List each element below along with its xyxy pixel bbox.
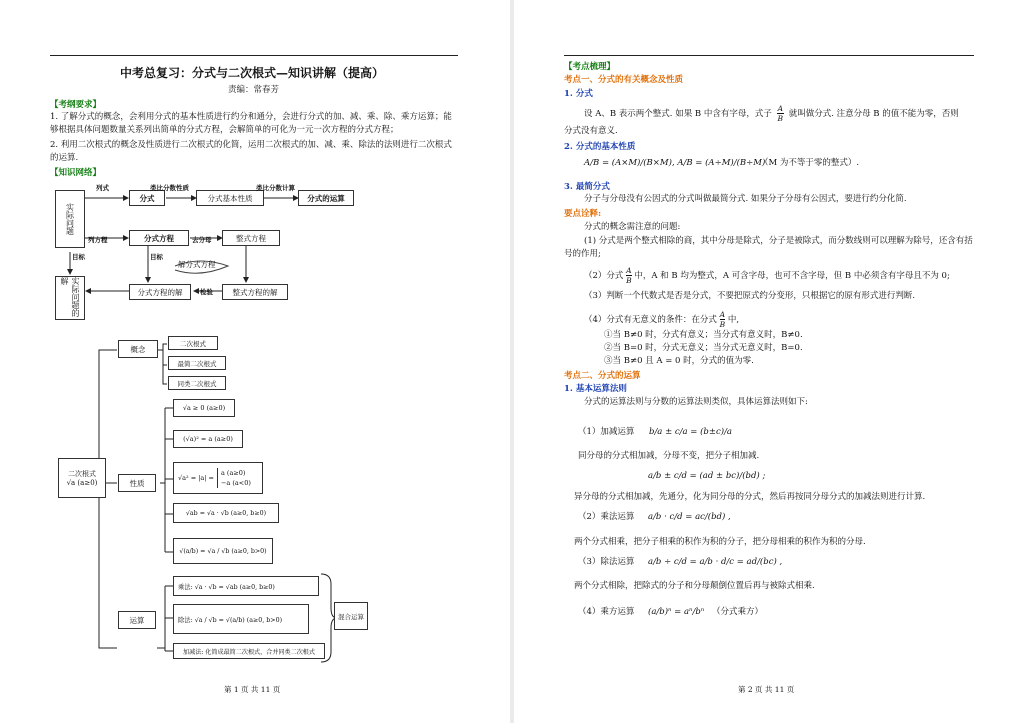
label-goal-1: 目标 [72, 253, 85, 261]
editor-line: 责编：常春芳 [228, 85, 280, 95]
label-remove-denominator: 去分母 [192, 236, 212, 244]
header-rule [564, 55, 974, 56]
section-requirements: 【考纲要求】 [50, 100, 102, 110]
operation-box: 分式的运算 [298, 190, 354, 206]
integral-equation-box: 整式方程 [222, 230, 280, 246]
nature-box: 性质 [118, 474, 156, 492]
fraction-equation-box: 分式方程 [129, 230, 189, 246]
simplest-fraction-text: 分子与分母没有公因式的分式叫做最简分式. 如果分子分母有公因式，要进行约分化简. [584, 194, 907, 204]
divide-formula: a/b ÷ c/d = a/b · d/c = ad/(bc) , [648, 557, 783, 567]
real-problem-box: 实际问题 [55, 190, 85, 248]
property-5-box: √(a/b) = √a / √b (a≥0, b>0) [173, 538, 273, 564]
condition-1: ①当 B≠0 时，分式有意义；当分式有意义时，B≠0. [604, 330, 803, 340]
multiply-formula: a/b · c/d = ac/(bd) , [648, 512, 731, 522]
note-3: （3）判断一个代数式是否是分式，不要把原式约分变形，只根据它的原有形式进行判断. [584, 291, 916, 301]
power-label: （4）乘方运算 [578, 607, 635, 617]
fraction-box: 分式 [129, 190, 165, 206]
property-3-box: √a² = |a| = a (a≥0) −a (a<0) [173, 462, 263, 494]
label-list-equation: 列方程 [88, 236, 108, 244]
add-formula-different-denominator: a/b ± c/d = (ad ± bc)/(bd) ; [648, 471, 766, 481]
page-title: 中考总复习：分式与二次根式—知识讲解（提高） [120, 66, 385, 80]
fraction-a-over-b: $\frac{A}{B}$ [626, 266, 632, 285]
key-point-1-heading: 考点一、分式的有关概念及性质 [564, 75, 684, 85]
property-1-box: √a ≥ 0 (a≥0) [173, 399, 235, 417]
label-analogy-calc: 类比分数计算 [256, 184, 295, 192]
rules-intro: 分式的运算法则与分数的运算法则类似，具体运算法则如下: [584, 397, 808, 407]
fraction-definition-line: 设 A、B 表示两个整式. 如果 B 中含有字母，式子 $\frac{A}{B}$ 就叫做分式. 注意分母 B 的值不能为零，否则 [584, 104, 959, 123]
add-formula: b/a ± c/a = (b±c)/a [649, 427, 733, 437]
integral-solution-box: 整式方程的解 [222, 284, 288, 300]
requirement-1: 1. 了解分式的概念，会利用分式的基本性质进行约分和通分，会进行分式的加、减、乘、除、乘方运算；能够根据具体问题数量关系列出简单的分式方程，会解简单的可化为一元一次方程的分式方程； [50, 112, 452, 135]
concept-radical-box: 二次根式 [168, 336, 218, 350]
label-goal-2: 目标 [150, 253, 163, 261]
label-check: 检验 [200, 288, 213, 296]
power-formula: (a/b)ⁿ = aⁿ/bⁿ [648, 607, 705, 617]
basic-property-note: （M 为不等于零的整式）. [760, 158, 860, 168]
key-notes-heading: 要点诠释: [564, 209, 602, 219]
basic-property-box: 分式基本性质 [196, 190, 264, 206]
fraction-definition-end: 分式没有意义. [564, 126, 618, 136]
divide-label: （3）除法运算 [578, 557, 635, 567]
property-4-box: √ab = √a · √b (a≥0, b≥0) [173, 503, 279, 523]
multiply-rule-box: 乘法: √a · √b = √ab (a≥0, b≥0) [173, 576, 319, 596]
operations-box: 运算 [118, 611, 156, 629]
document-page-2 [514, 0, 1024, 723]
label-analogy-property: 类比分数性质 [150, 184, 189, 192]
solve-equation-label: 解分式方程 [178, 260, 216, 269]
power-note: （分式乘方） [712, 607, 764, 617]
fraction-a-over-b: $\frac{A}{B}$ [777, 104, 784, 123]
page-2-footer: 第 2 页 共 11 页 [738, 685, 795, 694]
add-subtract-rule-box: 加减法: 化简成最简二次根式，合并同类二次根式 [173, 643, 325, 659]
note-4: （4）分式有无意义的条件：在分式 $\frac{A}{B}$ 中, [584, 310, 740, 329]
multiply-label: （2）乘法运算 [578, 512, 635, 522]
note-intro: 分式的概念需注意的问题: [584, 222, 681, 232]
key-point-2-heading: 考点二、分式的运算 [564, 371, 641, 381]
condition-2: ②当 B=0 时，分式无意义；当分式无意义时，B=0. [604, 343, 803, 353]
concept-box: 概念 [118, 340, 158, 358]
mixed-operations-box: 混合运算 [334, 602, 368, 630]
subsection-simplest-fraction: 3. 最简分式 [564, 182, 610, 192]
subsection-fraction: 1. 分式 [564, 89, 593, 99]
note-2: （2）分式 $\frac{A}{B}$ 中，A 和 B 均为整式，A 可含字母，也可不含字母，但 B 中必须含有字母且不为 0; [584, 266, 950, 285]
subsection-basic-property: 2. 分式的基本性质 [564, 142, 636, 152]
fraction-a-over-b: $\frac{A}{B}$ [719, 310, 726, 329]
requirement-2: 2. 利用二次根式的概念及性质进行二次根式的化简，运用二次根式的加、减、乘、除法的法则进行二次根式的运算. [50, 140, 452, 163]
section-network: 【知识网络】 [50, 168, 102, 178]
add-text-different-denominator: 异分母的分式相加减，先通分，化为同分母的分式，然后再按同分母分式的加减法则进行计算. [574, 492, 926, 502]
tree-root-box: 二次根式 √a (a≥0) [58, 458, 106, 498]
page-1-footer: 第 1 页 共 11 页 [224, 685, 281, 694]
multiply-text: 两个分式相乘，把分子相乘的积作为积的分子，把分母相乘的积作为积的分母. [574, 537, 866, 547]
basic-property-formula: A/B = (A×M)/(B×M), A/B = (A÷M)/(B÷M) [584, 158, 766, 168]
equation-solution-box: 分式方程的解 [129, 284, 191, 300]
concept-simplest-box: 最简二次根式 [168, 356, 226, 370]
section-key-points: 【考点梳理】 [564, 62, 616, 72]
document-page-1 [0, 0, 510, 723]
concept-like-radicals-box: 同类二次根式 [168, 376, 226, 390]
divide-rule-box: 除法: √a / √b = √(a/b) (a≥0, b>0) [173, 604, 309, 634]
divide-text: 两个分式相除，把除式的分子和分母颠倒位置后再与被除式相乘. [574, 581, 815, 591]
add-text-same-denominator: 同分母的分式相加减，分母不变，把分子相加减. [578, 451, 760, 461]
subsection-basic-rules: 1. 基本运算法则 [564, 384, 627, 394]
add-label: （1）加减运算 [578, 427, 635, 437]
real-answer-box: 实际问题的解 [55, 276, 85, 320]
condition-3: ③当 B≠0 且 A = 0 时，分式的值为零. [604, 356, 754, 366]
header-rule [50, 55, 458, 56]
property-2-box: (√a)² = a (a≥0) [173, 430, 243, 448]
label-list: 列式 [96, 184, 109, 192]
note-1: (1) 分式是两个整式相除的商，其中分母是除式，分子是被除式，而分数线则可以理解为除号，还含有括号的作用; [564, 236, 973, 259]
